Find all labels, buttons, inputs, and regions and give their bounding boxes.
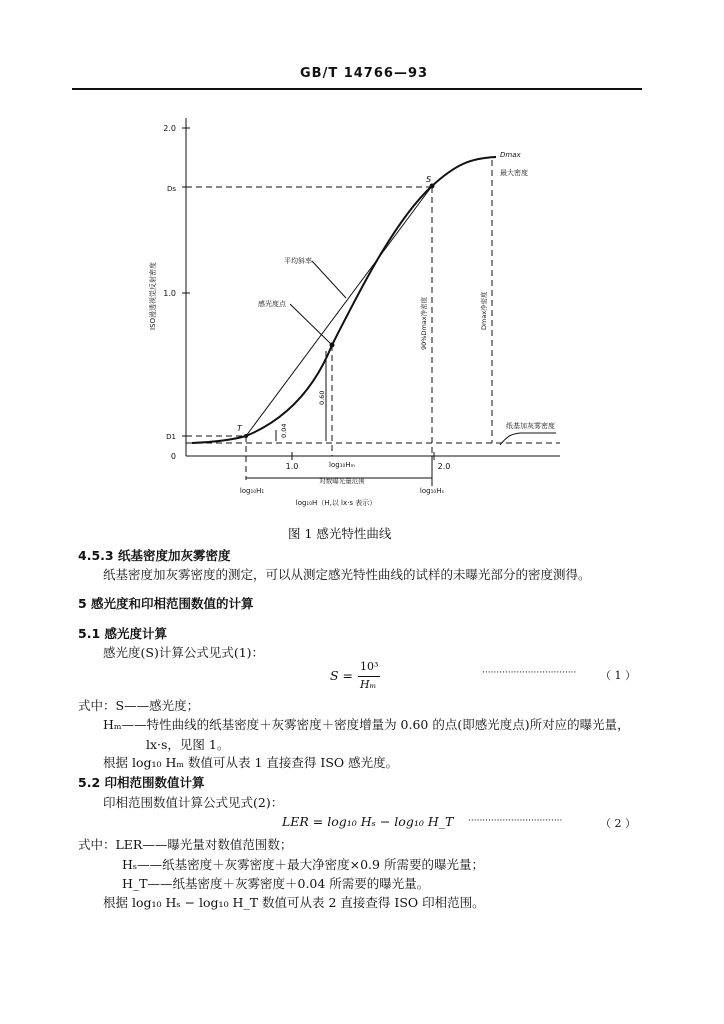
- increment-004-label: 0.04: [280, 423, 288, 438]
- max-density-label: 最大密度: [500, 169, 528, 177]
- x-tick-1: 1.0: [285, 462, 299, 471]
- section-51-intro: 感光度(S)计算公式见式(1)：: [103, 645, 265, 660]
- section-51-heading: 5.1 感光度计算: [78, 626, 167, 641]
- where-hm-cont: lx·s，见图 1。: [146, 737, 230, 752]
- dmax-net-label: Dmax净密度: [480, 291, 488, 330]
- where-ht: H_T——纸基密度＋灰雾密度＋0.04 所需要的曝光量。: [122, 876, 430, 891]
- increment-060-label: 0.60: [318, 390, 326, 405]
- formula-1-dots: ·································: [482, 668, 577, 678]
- y-tick-1: 1.0: [163, 289, 176, 298]
- average-slope-label: 平均斜率: [284, 257, 312, 265]
- formula-2-number: （ 2 ）: [600, 817, 636, 830]
- where-hs: Hₛ——纸基密度＋灰雾密度＋最大净密度×0.9 所需要的曝光量；: [122, 857, 484, 872]
- formula-1-numerator: 10³: [360, 660, 379, 673]
- section-52-heading: 5.2 印相范围数值计算: [78, 775, 205, 790]
- speed-point-label: 感光度点: [258, 300, 286, 308]
- log-hm-label: log₁₀Hₘ: [329, 461, 355, 469]
- where-ler: 式中：LER——曝光量对数值范围数；: [78, 837, 293, 852]
- y-axis-label: ISO漫透视觉反射密度: [149, 261, 157, 330]
- section-51-note: 根据 log₁₀ Hₘ 数值可从表 1 直接查得 ISO 感光度。: [103, 755, 399, 770]
- standard-number: GB/T 14766—93: [300, 66, 429, 81]
- formula-1-number: （ 1 ）: [600, 669, 636, 682]
- formula-2-dots: ·································: [468, 816, 563, 826]
- log-hs-label: log₁₀Hₛ: [419, 487, 445, 495]
- average-slope-line: [246, 186, 432, 436]
- y-mark-d1: D1: [166, 433, 176, 441]
- section-453-body: 纸基密度加灰雾密度的测定，可以从测定感光特性曲线的试样的未曝光部分的密度测得。: [103, 567, 591, 582]
- dmax-label: Dmax: [500, 151, 521, 159]
- point-s-label: S: [426, 175, 432, 184]
- formula-1-lhs: S =: [330, 668, 354, 683]
- net-density-90-label: 90%Dmax净密度: [420, 296, 428, 350]
- log-ht-label: log₁₀H₁: [239, 487, 265, 495]
- section-453-heading: 4.5.3 纸基密度加灰雾密度: [78, 548, 231, 563]
- section-5-heading: 5 感光度和印相范围数值的计算: [78, 596, 254, 611]
- section-52-note: 根据 log₁₀ Hₛ − log₁₀ H_T 数值可从表 2 直接查得 ISO 印相范围。: [103, 895, 485, 910]
- y-tick-2: 2.0: [163, 124, 176, 133]
- x-axis-label: log₁₀H（H,以 lx·s 表示）: [295, 499, 377, 507]
- y-mark-ds: Ds: [166, 185, 176, 193]
- range-label: 对数曝光量范围: [319, 477, 365, 485]
- figure-caption: 图 1 感光特性曲线: [288, 526, 392, 541]
- formula-1-fraction-bar: [358, 676, 380, 677]
- base-fog-label: 纸基加灰雾密度: [506, 422, 555, 430]
- x-tick-2: 2.0: [437, 462, 451, 471]
- point-t-label: T: [237, 424, 242, 433]
- characteristic-curve: [192, 157, 496, 443]
- where-hm: Hₘ——特性曲线的纸基密度＋灰雾密度＋密度增量为 0.60 的点(即感光度点)所对应的曝光量，: [103, 717, 630, 732]
- section-52-intro: 印相范围数值计算公式见式(2)：: [103, 795, 284, 810]
- formula-1-denominator: Hₘ: [360, 678, 377, 691]
- where-s: 式中：S——感光度；: [78, 698, 200, 713]
- y-tick-0: 0: [170, 452, 176, 461]
- formula-2: LER = log₁₀ Hₛ − log₁₀ H_T: [282, 814, 454, 829]
